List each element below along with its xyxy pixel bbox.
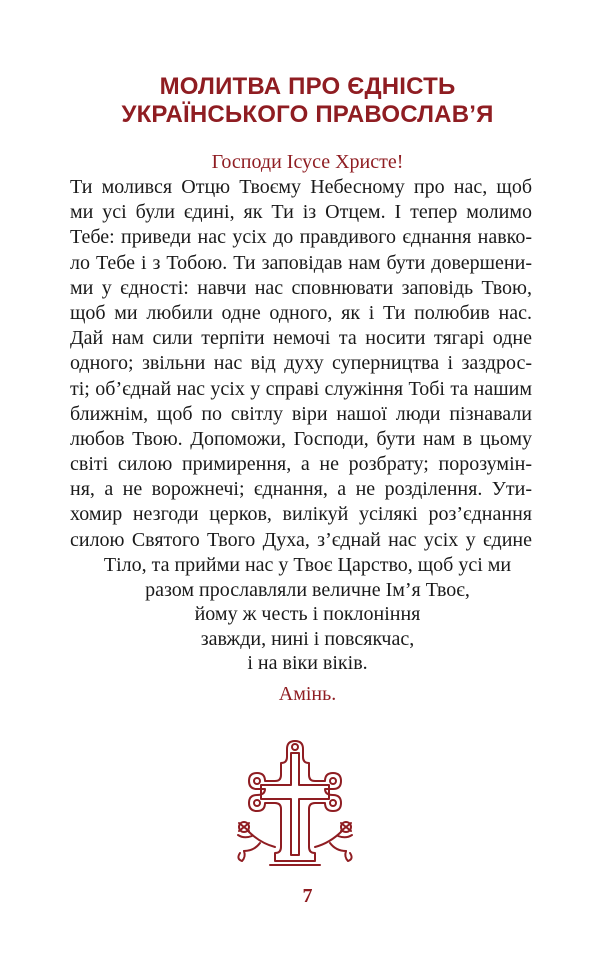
prayer-line: ло Тебе і з Тобою. Ти заповідав нам бути довершени- [70,251,532,274]
prayer-line: Тебе: приведи нас усіх до правдивого єднання навко- [70,226,532,249]
prayer-body [70,175,532,553]
prayer-line: одного; звільни нас від духу суперництва і заздрос- [70,352,532,375]
prayer-line: світі силою примирення, а не розбрату; порозумін- [70,453,532,476]
prayer-line: Дай нам сили терпіти немочі та носити тягарі одне [70,327,532,350]
page-number: 7 [302,885,313,907]
closing-line: і на віки віків. [247,652,368,675]
closing-line: йому ж честь і поклоніння [194,603,421,626]
prayer-line: ближнім, щоб по світлу віри нашої люди пізнавали [70,402,532,425]
closing-line: Тіло, та прийми нас у Твоє Царство, щоб усі ми [103,554,512,576]
closing-line: завжди, нині і повсякчас, [200,627,415,650]
prayer-line: силою Святого Твого Духа, з’єднай нас усіх у єдине [70,528,532,551]
prayer-title-line-1: МОЛИТВА ПРО ЄДНІСТЬ [159,73,456,100]
amen: Амінь. [278,683,337,705]
prayer-line: ми усі були єдині, як Ти із Отцем. І тепер молимо [70,201,532,224]
prayer-line: Ти молився Отцю Твоєму Небесному про нас, щоб [70,176,532,198]
prayer-line: щоб ми любили одне одного, як і Ти полюбив нас. [70,301,532,324]
prayer-title-line-2: УКРАЇНСЬКОГО ПРАВОСЛАВ’Я [121,101,494,128]
prayer-line: ми у єдності: навчи нас сповнювати заповідь Твою, [70,276,532,299]
prayer-line: любов Твою. Допоможи, Господи, бути нам в цьому [70,427,532,450]
prayer-line: ті; об’єднай нас усіх у справі служіння Тобі та нашим [70,377,532,400]
prayer-line: ня, а не ворожнечі; єднання, а не розділення. Ути- [70,478,532,501]
invocation: Господи Ісусе Христе! [211,151,404,173]
cross-with-flowers-icon [230,735,360,870]
prayer-line: хомир незгоди церков, вилікуй усілякі роз’єднання [70,503,532,526]
prayer-closing [0,553,615,676]
closing-line: разом прославляли величне Ім’я Твоє, [145,578,470,601]
